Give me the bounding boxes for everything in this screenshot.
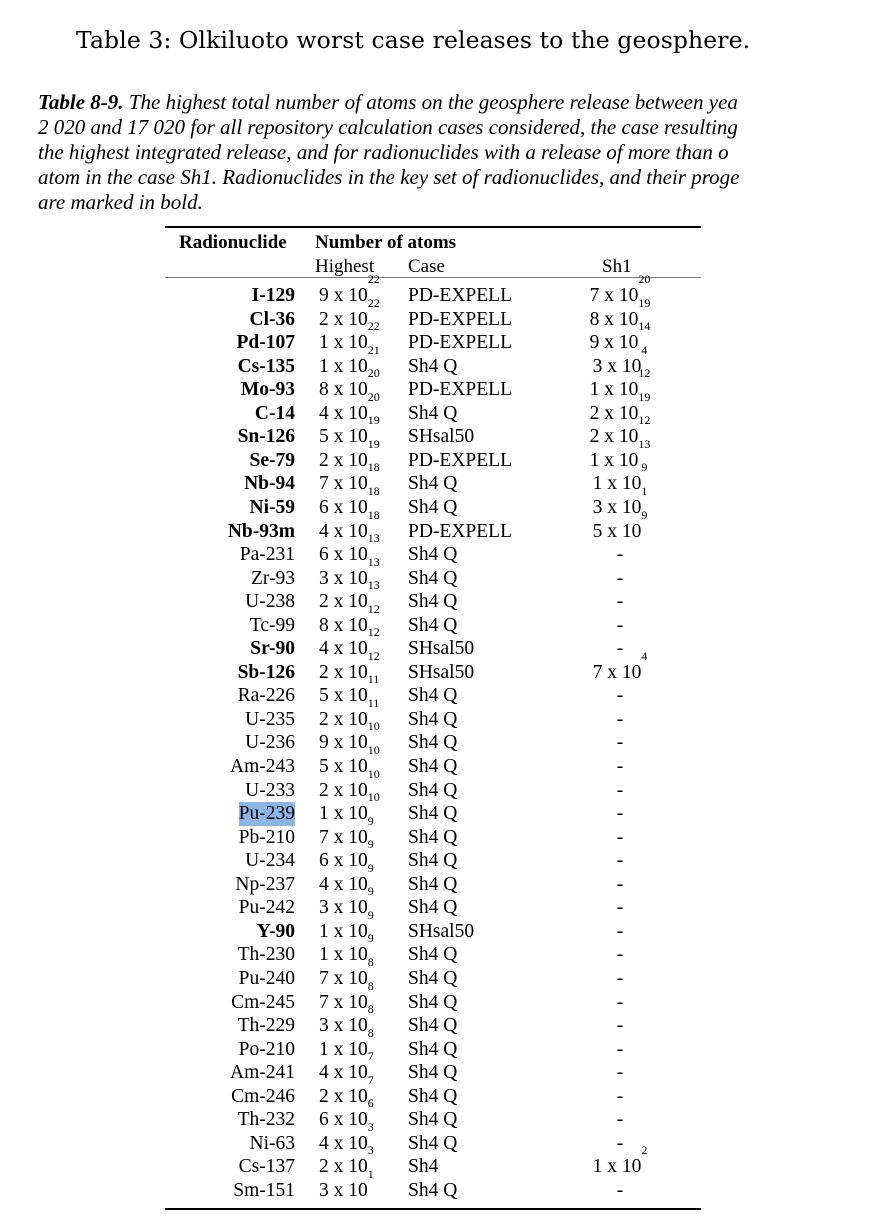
cell-radionuclide[interactable]: Pa-231 xyxy=(239,544,295,566)
header-sh1: Sh1 xyxy=(602,256,632,277)
highest-mantissa: 7 x 10 xyxy=(319,967,368,989)
highest-exponent: 22 xyxy=(367,319,380,334)
sh1-mantissa: - xyxy=(616,591,624,613)
highest-mantissa: 3 x 10 xyxy=(319,1179,368,1201)
highest-mantissa: 6 x 10 xyxy=(319,850,368,872)
highest-exponent: 10 xyxy=(367,790,380,805)
cell-case: Sh4 Q xyxy=(408,591,458,613)
highest-mantissa: 2 x 10 xyxy=(319,1156,368,1178)
highest-mantissa: 1 x 10 xyxy=(319,332,368,354)
caption-line: atom in the case Sh1. Radionuclides in the key set of radionuclides, and their proge xyxy=(38,165,740,189)
cell-case: Sh4 Q xyxy=(408,732,458,754)
highest-mantissa: 2 x 10 xyxy=(319,449,368,471)
sh1-mantissa: - xyxy=(616,614,624,636)
table-header-rule xyxy=(165,277,701,278)
highest-mantissa: 5 x 10 xyxy=(319,685,368,707)
sh1-mantissa: 2 x 10 xyxy=(589,426,639,448)
sh1-exponent: 9 xyxy=(641,507,648,522)
sh1-mantissa: - xyxy=(616,779,624,801)
sh1-mantissa: - xyxy=(616,638,624,660)
highest-exponent: 9 xyxy=(367,837,374,852)
cell-case: PD-EXPELL xyxy=(408,332,512,354)
highest-mantissa: 7 x 10 xyxy=(319,991,368,1013)
sh1-mantissa: - xyxy=(616,756,624,777)
highest-mantissa: 4 x 10 xyxy=(319,873,368,895)
highest-mantissa: 6 x 10 xyxy=(319,1109,368,1131)
table-row xyxy=(0,272,873,308)
cell-case: Sh4 Q xyxy=(408,873,458,895)
highest-exponent: 9 xyxy=(367,907,374,922)
sh1-mantissa: - xyxy=(616,826,624,848)
cell-radionuclide[interactable]: Am-243 xyxy=(230,756,295,777)
cell-case: Sh4 Q xyxy=(408,944,458,966)
cell-radionuclide[interactable]: Np-237 xyxy=(235,873,295,895)
highest-mantissa: 2 x 10 xyxy=(319,591,368,613)
highest-exponent: 18 xyxy=(367,483,380,498)
cell-radionuclide[interactable]: Pu-239 xyxy=(238,803,295,825)
highest-mantissa: 7 x 10 xyxy=(319,826,368,848)
cell-case: PD-EXPELL xyxy=(408,285,512,306)
cell-radionuclide[interactable]: Am-241 xyxy=(230,1062,295,1084)
sh1-mantissa: - xyxy=(616,567,624,589)
cell-sh1 xyxy=(588,567,652,591)
cell-case: Sh4 Q xyxy=(408,544,458,566)
highest-mantissa: 2 x 10 xyxy=(319,1085,368,1107)
cell-radionuclide[interactable]: Pu-240 xyxy=(238,967,295,989)
cell-radionuclide[interactable]: Pu-242 xyxy=(238,897,295,919)
highest-mantissa: 4 x 10 xyxy=(319,1062,368,1084)
cell-sh1 xyxy=(588,1143,652,1179)
highest-exponent: 6 xyxy=(367,1096,374,1111)
highest-mantissa: 4 x 10 xyxy=(319,402,368,424)
sh1-mantissa: 1 x 10 xyxy=(592,473,642,495)
cell-case: Sh4 Q xyxy=(408,1015,458,1037)
cell-case: Sh4 Q xyxy=(408,1179,458,1201)
sh1-exponent: 9 xyxy=(641,460,648,475)
sh1-exponent: 19 xyxy=(638,389,651,404)
highest-exponent: 18 xyxy=(367,460,380,475)
cell-case: Sh4 Q xyxy=(408,567,458,589)
highest-exponent: 12 xyxy=(367,648,380,663)
cell-case: Sh4 Q xyxy=(408,756,458,777)
cell-radionuclide[interactable]: C-14 xyxy=(254,402,295,424)
highest-exponent: 9 xyxy=(367,931,374,946)
cell-sh1 xyxy=(588,1061,652,1085)
highest-exponent: 13 xyxy=(367,554,380,569)
cell-radionuclide[interactable]: Th-229 xyxy=(237,1015,295,1037)
cell-sh1 xyxy=(588,802,652,826)
cell-radionuclide[interactable]: Ra-226 xyxy=(237,685,295,707)
sh1-exponent: 4 xyxy=(641,342,648,357)
cell-sh1 xyxy=(588,1085,652,1109)
highest-mantissa: 6 x 10 xyxy=(319,496,368,518)
cell-sh1 xyxy=(588,849,652,873)
cell-case: Sh4 Q xyxy=(408,1085,458,1107)
sh1-mantissa: - xyxy=(616,1015,624,1037)
highest-exponent: 1 xyxy=(367,1166,374,1181)
cell-case: Sh4 Q xyxy=(408,496,458,518)
sh1-mantissa: 5 x 10 xyxy=(592,520,642,542)
cell-radionuclide[interactable]: Sb-126 xyxy=(237,661,295,683)
caption-label: Table 8-9. xyxy=(38,90,124,114)
highest-exponent: 11 xyxy=(367,672,380,687)
highest-mantissa: 3 x 10 xyxy=(319,567,368,589)
sh1-mantissa: 1 x 10 xyxy=(592,1156,642,1178)
sh1-mantissa: 1 x 10 xyxy=(589,449,639,471)
cell-sh1 xyxy=(588,943,652,967)
page-title: Table 3: Olkiluoto worst case releases to the geosphere. xyxy=(76,26,751,54)
highest-mantissa: 2 x 10 xyxy=(319,779,368,801)
caption-line-text: The highest total number of atoms on the geosphere release between yea xyxy=(123,90,738,114)
cell-sh1 xyxy=(588,731,652,755)
caption-line xyxy=(38,90,806,115)
sh1-mantissa: - xyxy=(616,1109,624,1131)
header-number-of-atoms: Number of atoms xyxy=(315,232,457,253)
highest-mantissa: 6 x 10 xyxy=(319,544,368,566)
highest-mantissa: 5 x 10 xyxy=(319,426,368,448)
highest-exponent: 20 xyxy=(367,366,380,381)
cell-case: Sh4 Q xyxy=(408,355,458,377)
highest-mantissa: 1 x 10 xyxy=(319,944,368,966)
cell-case: Sh4 Q xyxy=(408,967,458,989)
cell-sh1 xyxy=(588,1038,652,1062)
cell-sh1 xyxy=(588,708,652,732)
cell-radionuclide[interactable]: U-234 xyxy=(245,850,295,872)
table-caption xyxy=(38,90,806,220)
highest-mantissa: 2 x 10 xyxy=(319,308,368,330)
highest-exponent: 13 xyxy=(367,578,380,593)
cell-radionuclide[interactable]: U-238 xyxy=(245,591,295,613)
sh1-mantissa: - xyxy=(616,708,624,730)
highest-mantissa: 2 x 10 xyxy=(319,661,368,683)
highest-exponent: 8 xyxy=(367,1002,374,1017)
cell-case: SHsal50 xyxy=(408,638,475,660)
sh1-mantissa: - xyxy=(616,967,624,989)
highest-exponent: 21 xyxy=(367,342,380,357)
cell-sh1 xyxy=(588,755,652,779)
cell-sh1 xyxy=(588,826,652,850)
sh1-mantissa: 1 x 10 xyxy=(589,379,639,401)
cell-sh1 xyxy=(588,1179,652,1203)
highest-exponent: 8 xyxy=(367,978,374,993)
sh1-mantissa: 9 x 10 xyxy=(589,332,639,354)
highest-exponent: 9 xyxy=(367,884,374,899)
sh1-mantissa: - xyxy=(616,991,624,1013)
cell-case: Sh4 Q xyxy=(408,826,458,848)
highest-mantissa: 7 x 10 xyxy=(319,473,368,495)
header-case: Case xyxy=(408,256,445,277)
highest-mantissa: 3 x 10 xyxy=(319,1015,368,1037)
cell-radionuclide[interactable]: U-235 xyxy=(245,708,295,730)
highest-exponent: 12 xyxy=(367,625,380,640)
highest-exponent: 10 xyxy=(367,743,380,757)
cell-case: Sh4 Q xyxy=(408,897,458,919)
highest-exponent: 22 xyxy=(367,272,380,286)
sh1-mantissa: - xyxy=(616,944,624,966)
highest-mantissa: 5 x 10 xyxy=(319,756,368,777)
sh1-exponent: 14 xyxy=(638,319,651,334)
sh1-mantissa: 2 x 10 xyxy=(589,402,639,424)
sh1-mantissa: 8 x 10 xyxy=(589,308,639,330)
highest-mantissa: 4 x 10 xyxy=(319,638,368,660)
cell-sh1 xyxy=(588,1108,652,1132)
cell-sh1 xyxy=(588,614,652,638)
header-radionuclide: Radionuclide xyxy=(179,232,287,253)
cell-case: Sh4 Q xyxy=(408,614,458,636)
cell-radionuclide[interactable]: Sm-151 xyxy=(233,1179,295,1201)
cell-sh1 xyxy=(588,779,652,803)
highest-mantissa: 2 x 10 xyxy=(319,708,368,730)
cell-sh1 xyxy=(588,967,652,991)
highest-exponent: 10 xyxy=(367,766,380,781)
cell-radionuclide[interactable]: I-129 xyxy=(251,285,295,306)
sh1-mantissa: - xyxy=(616,897,624,919)
cell-radionuclide[interactable]: Pd-107 xyxy=(236,332,295,354)
cell-case: SHsal50 xyxy=(408,661,475,683)
cell-case: Sh4 Q xyxy=(408,1038,458,1060)
highest-mantissa: 1 x 10 xyxy=(319,1038,368,1060)
highest-mantissa: 9 x 10 xyxy=(319,285,368,306)
cell-radionuclide[interactable]: Zr-93 xyxy=(250,567,295,589)
caption-line: are marked in bold. xyxy=(38,190,203,214)
cell-case: Sh4 Q xyxy=(408,991,458,1013)
cell-case: Sh4 Q xyxy=(408,779,458,801)
highest-exponent: 12 xyxy=(367,601,380,616)
highest-mantissa: 4 x 10 xyxy=(319,1132,368,1154)
sh1-mantissa: - xyxy=(616,803,624,825)
highest-mantissa: 9 x 10 xyxy=(319,732,368,754)
cell-radionuclide[interactable]: Th-232 xyxy=(237,1109,295,1131)
cell-case: Sh4 Q xyxy=(408,1132,458,1154)
caption-line: 2 020 and 17 020 for all repository calculation cases considered, the case resulting xyxy=(38,115,738,139)
sh1-mantissa: - xyxy=(616,1179,624,1201)
cell-case: PD-EXPELL xyxy=(408,308,512,330)
cell-radionuclide[interactable]: Cm-246 xyxy=(231,1085,295,1107)
highest-exponent: 13 xyxy=(367,531,380,546)
cell-radionuclide[interactable]: Pb-210 xyxy=(238,826,295,848)
cell-radionuclide[interactable]: Nb-94 xyxy=(244,473,295,495)
cell-sh1 xyxy=(588,590,652,614)
cell-case: Sh4 Q xyxy=(408,1062,458,1084)
cell-radionuclide[interactable]: Cs-137 xyxy=(238,1156,295,1178)
highest-mantissa: 4 x 10 xyxy=(319,520,368,542)
cell-case: Sh4 xyxy=(408,1156,439,1178)
cell-radionuclide[interactable]: U-236 xyxy=(245,732,295,754)
cell-sh1 xyxy=(588,1014,652,1038)
highest-exponent: 19 xyxy=(367,413,380,428)
cell-radionuclide[interactable]: Ni-59 xyxy=(249,496,295,518)
highest-mantissa: 1 x 10 xyxy=(319,803,368,825)
cell-radionuclide[interactable]: Sn-126 xyxy=(237,426,295,448)
sh1-exponent: 1 xyxy=(641,483,648,498)
cell-radionuclide[interactable]: Tc-99 xyxy=(249,614,295,636)
sh1-mantissa: 7 x 10 xyxy=(592,661,642,683)
cell-case: Sh4 Q xyxy=(408,1109,458,1131)
sh1-exponent: 2 xyxy=(641,1143,648,1158)
cell-radionuclide[interactable]: Po-210 xyxy=(238,1038,295,1060)
sh1-mantissa: - xyxy=(616,732,624,754)
sh1-mantissa: 3 x 10 xyxy=(592,496,642,518)
cell-case: Sh4 Q xyxy=(408,473,458,495)
sh1-mantissa: - xyxy=(616,685,624,707)
cell-case: Sh4 Q xyxy=(408,850,458,872)
sh1-mantissa: 7 x 10 xyxy=(589,285,639,306)
highest-mantissa: 1 x 10 xyxy=(319,355,368,377)
sh1-exponent: 4 xyxy=(641,648,648,663)
cell-radionuclide[interactable]: Mo-93 xyxy=(240,379,295,401)
sh1-mantissa: - xyxy=(616,1132,624,1154)
sh1-exponent: 12 xyxy=(638,413,651,428)
sh1-mantissa: - xyxy=(616,920,624,942)
highest-mantissa: 1 x 10 xyxy=(319,920,368,942)
cell-radionuclide[interactable]: Th-230 xyxy=(237,944,295,966)
cell-case: Sh4 Q xyxy=(408,803,458,825)
cell-case: Sh4 Q xyxy=(408,402,458,424)
highest-exponent: 7 xyxy=(367,1072,374,1087)
cell-case: SHsal50 xyxy=(408,920,475,942)
cell-sh1 xyxy=(588,684,652,708)
sh1-exponent: 13 xyxy=(638,436,651,451)
cell-highest xyxy=(319,978,374,1015)
highest-exponent: 3 xyxy=(367,1119,374,1134)
highest-exponent: 8 xyxy=(367,954,374,969)
cell-case: PD-EXPELL xyxy=(408,379,512,401)
highest-exponent: 7 xyxy=(367,1049,374,1064)
header-highest: Highest xyxy=(315,256,375,277)
sh1-mantissa: - xyxy=(616,850,624,872)
cell-case: Sh4 Q xyxy=(408,685,458,707)
sh1-mantissa: - xyxy=(616,544,624,566)
cell-radionuclide[interactable]: Sr-90 xyxy=(250,638,295,660)
highest-exponent: 20 xyxy=(367,389,380,404)
highest-exponent: 19 xyxy=(367,436,380,451)
highest-exponent: 10 xyxy=(367,719,380,734)
highest-mantissa: 3 x 10 xyxy=(319,897,368,919)
cell-radionuclide[interactable]: Y-90 xyxy=(256,920,295,942)
sh1-mantissa: - xyxy=(616,873,624,895)
cell-case: SHsal50 xyxy=(408,426,475,448)
sh1-exponent: 12 xyxy=(638,366,651,381)
table-bottom-rule xyxy=(165,1208,701,1210)
highest-exponent: 8 xyxy=(367,1025,374,1040)
cell-sh1 xyxy=(588,543,652,567)
table-top-rule xyxy=(165,226,701,228)
cell-radionuclide[interactable]: Ni-63 xyxy=(249,1132,295,1154)
cell-case: PD-EXPELL xyxy=(408,520,512,542)
cell-radionuclide[interactable]: U-233 xyxy=(245,779,295,801)
highest-mantissa: 8 x 10 xyxy=(319,379,368,401)
highest-exponent: 22 xyxy=(367,295,380,310)
highest-mantissa: 8 x 10 xyxy=(319,614,368,636)
cell-sh1 xyxy=(588,873,652,897)
cell-radionuclide[interactable]: Se-79 xyxy=(249,449,295,471)
cell-radionuclide[interactable]: Cm-245 xyxy=(231,991,295,1013)
highest-exponent: 3 xyxy=(367,1143,374,1158)
cell-case: Sh4 Q xyxy=(408,708,458,730)
cell-radionuclide[interactable]: Cl-36 xyxy=(249,308,295,330)
sh1-mantissa: - xyxy=(616,1062,624,1084)
cell-sh1 xyxy=(588,648,652,685)
sh1-mantissa: 3 x 10 xyxy=(592,355,642,377)
highest-exponent: 9 xyxy=(367,860,374,875)
cell-highest xyxy=(319,931,374,967)
highest-exponent: 18 xyxy=(367,507,380,522)
cell-sh1 xyxy=(588,920,652,944)
cell-sh1 xyxy=(588,896,652,920)
cell-radionuclide[interactable]: Cs-135 xyxy=(237,355,295,377)
cell-case: PD-EXPELL xyxy=(408,449,512,471)
cell-radionuclide[interactable]: Nb-93m xyxy=(227,520,295,542)
sh1-mantissa: - xyxy=(616,1085,624,1107)
sh1-exponent: 19 xyxy=(638,295,651,310)
cell-sh1 xyxy=(588,991,652,1015)
sh1-mantissa: - xyxy=(616,1038,624,1060)
highest-exponent: 9 xyxy=(367,813,374,828)
sh1-exponent: 20 xyxy=(638,272,651,286)
caption-line: the highest integrated release, and for radionuclides with a release of more than o xyxy=(38,140,729,164)
highest-exponent: 11 xyxy=(367,695,380,710)
